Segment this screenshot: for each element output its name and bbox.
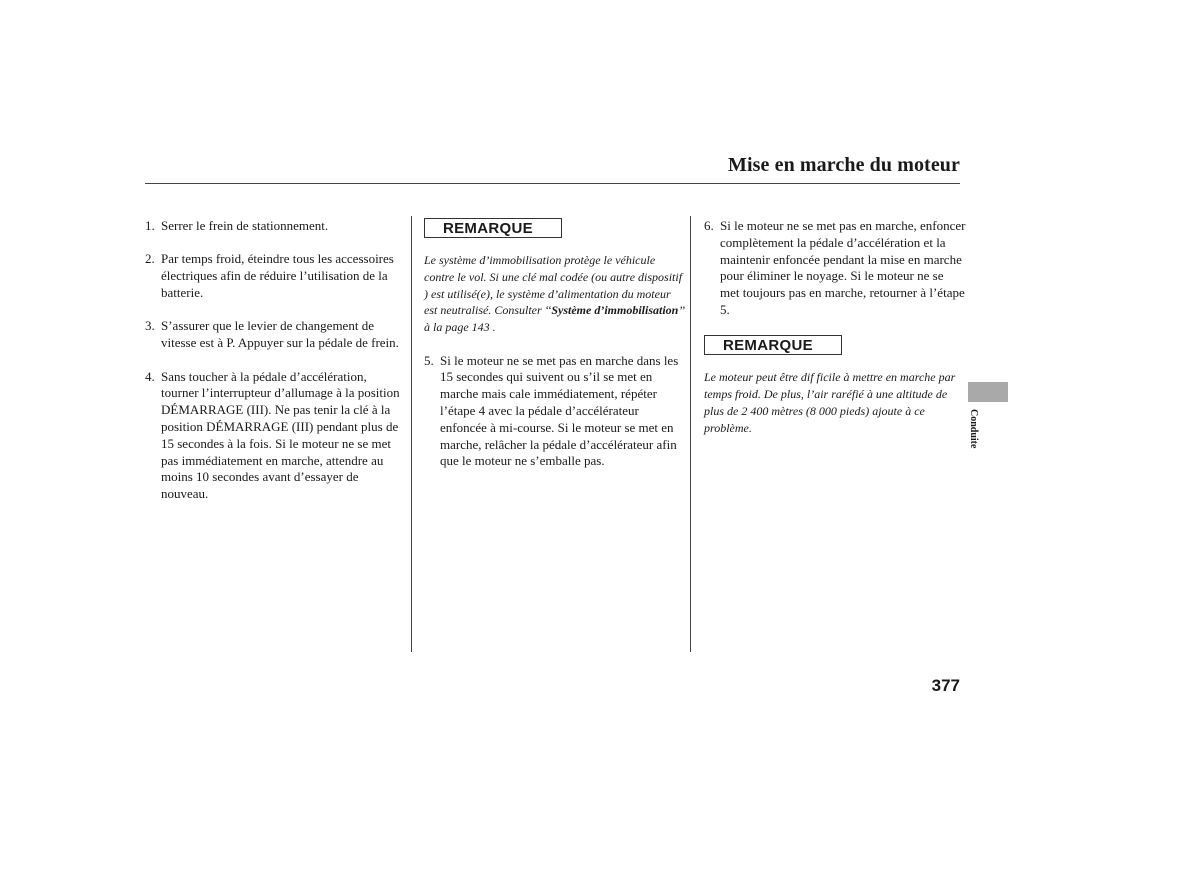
column-divider	[690, 216, 691, 652]
page-number: 377	[931, 676, 960, 695]
step-text: S’assurer que le levier de changement de vitesse est à P. Appuyer sur la pédale de frein.	[161, 318, 399, 351]
page-title: Mise en marche du moteur	[728, 154, 960, 176]
step-number: 3.	[145, 318, 155, 334]
column-2	[424, 218, 686, 487]
immobilizer-note	[424, 252, 686, 336]
step-number: 5.	[424, 352, 434, 368]
section-tab	[968, 382, 1008, 402]
step-4	[145, 369, 405, 503]
step-text: Par temps froid, éteindre tous les accessoires électriques afin de réduire l’utilisation de la batterie.	[161, 251, 394, 300]
note-reference: Système d’immobilisation	[551, 303, 679, 318]
step-text: Sans toucher à la pédale d’accélération, tourner l’interrupteur d’allumage à la position DÉMARRAGE (III). Ne pas tenir la clé à la position DÉMARRAGE (III) pendant plus de 15 secondes à la fois. Si le moteur ne se met pas immédiatement en marche, attendre au moins 10 secondes avant d’essayer de nouveau.	[161, 368, 400, 502]
step-text: Si le moteur ne se met pas en marche, enfoncer complètement la pédale d’accélération et la maintenir enfoncée pendant la mise en marche pour éliminer le noyage. Si le moteur ne se met toujours pas en marche, retourner à l’étape 5.	[720, 218, 966, 317]
remarque-label: REMARQUE	[424, 218, 562, 238]
step-2	[145, 251, 405, 301]
column-3	[704, 218, 966, 453]
step-text: Si le moteur ne se met pas en marche dans les 15 secondes qui suivent ou s’il se met en marche mais cale immédiatement, répéter l’étape 4 avec la pédale d’accélérateur enfoncée à mi-course. Si le moteur se met en marche, relâcher la pédale d’accélérateur afin que le moteur ne s’emballe pas.	[440, 352, 679, 469]
remarque-label: REMARQUE	[704, 335, 842, 355]
note-text: Le système d’immobilisation protège le véhicule contre le vol. Si une clé mal codée (ou autre dispositif ) est utilisé(e), le système d’alimentation du moteur est neutralisé. Consulter ‘‘	[424, 253, 683, 318]
note-text-end: ’’ à la page 143 .	[424, 303, 684, 335]
step-number: 1.	[145, 218, 155, 233]
step-1	[145, 218, 405, 235]
step-6	[704, 218, 966, 319]
step-number: 2.	[145, 251, 155, 267]
step-number: 6.	[704, 218, 714, 233]
step-number: 4.	[145, 368, 155, 384]
step-text: Serrer le frein de stationnement.	[161, 218, 329, 233]
cold-start-note: Le moteur peut être dif ficile à mettre en marche par temps froid. De plus, l’air raréfié à une altitude de plus de 2 400 mètres (8 000 pieds) ajoute à ce problème.	[704, 370, 956, 435]
column-divider	[411, 216, 412, 652]
step-5	[424, 353, 686, 471]
title-divider	[145, 183, 960, 184]
step-3	[145, 318, 405, 352]
section-tab-label: Conduite	[968, 409, 979, 449]
column-1	[145, 218, 405, 520]
